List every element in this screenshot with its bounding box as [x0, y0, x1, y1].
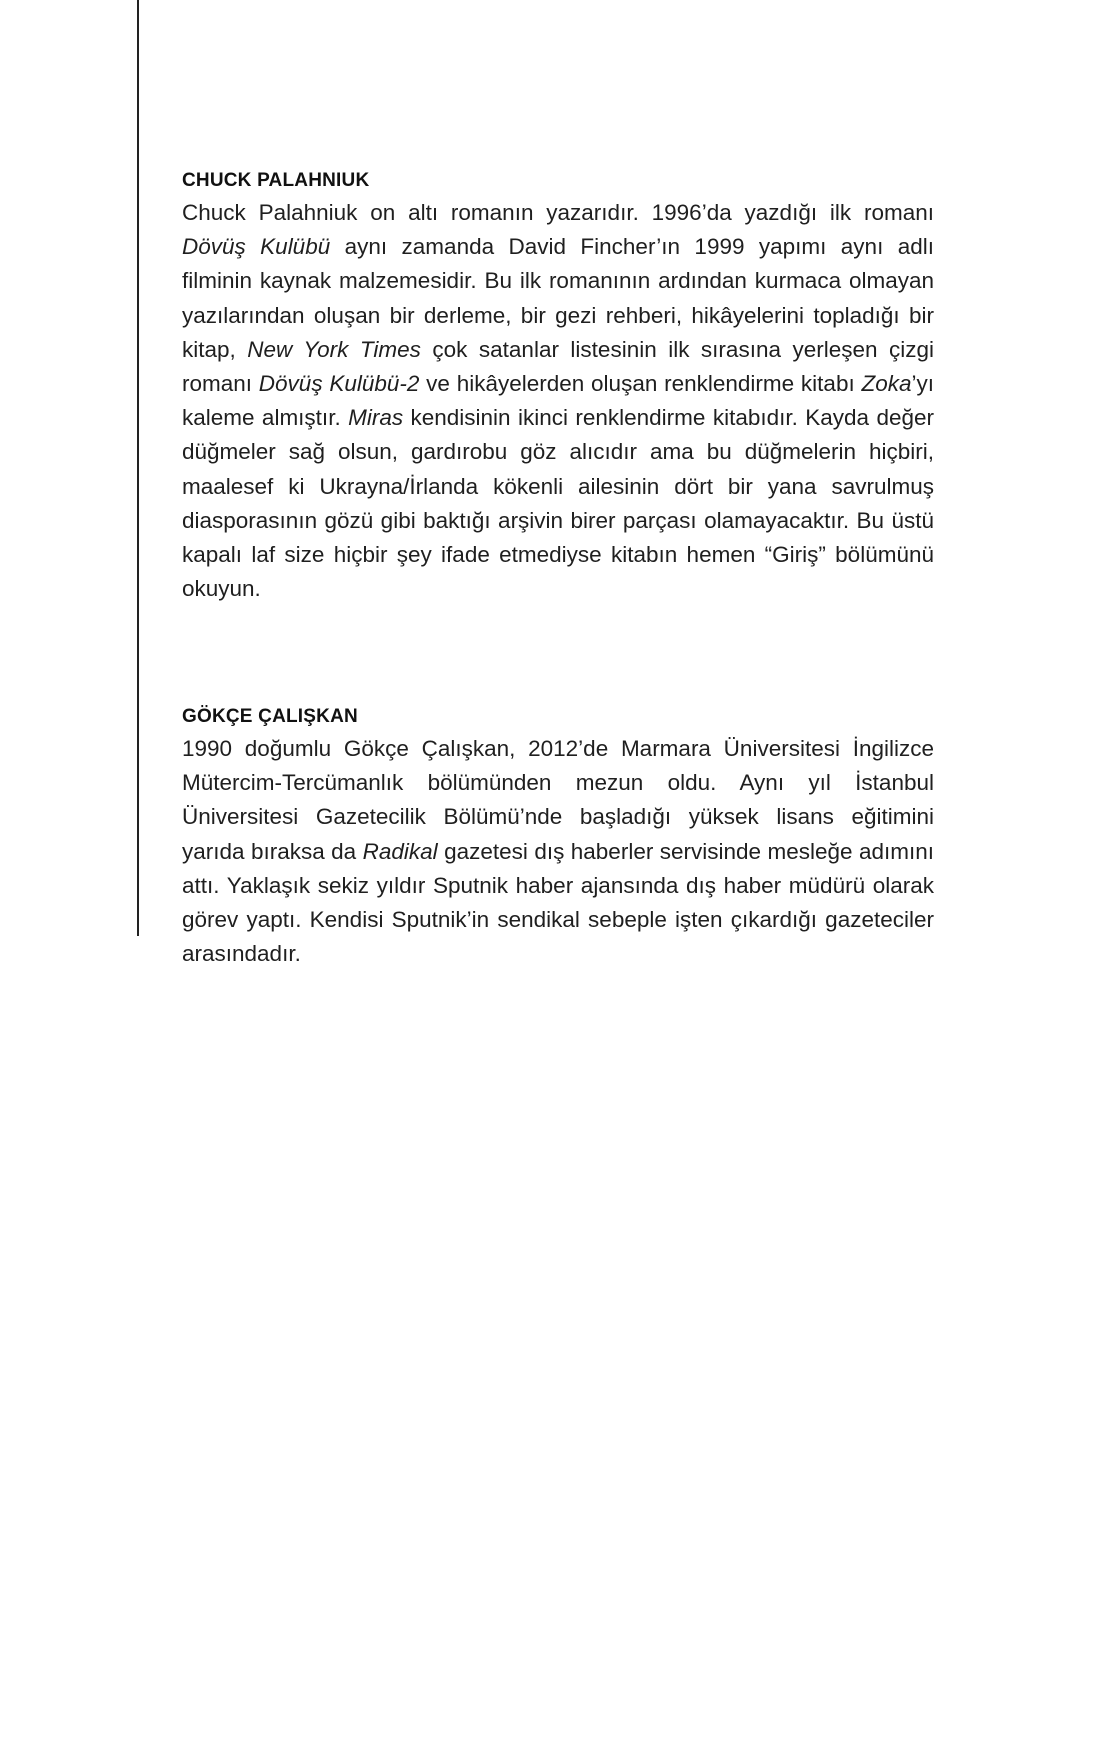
- bio-segment: kendisinin ikinci renklendirme kitabıdır. Kayda değer düğmeler sağ olsun, gardırobu göz alıcıdır ama bu düğmelerin hiçbiri, maalesef ki Ukrayna/İrlanda kökenli ailesinin dört bir yana savrulmuş diasporasının gözü gibi baktığı arşivin birer parçası olamayacaktır. Bu üstü kapalı laf size hiçbir şey ifade etmediyse kitabın hemen “Giriş” bölümünü okuyun.: [182, 405, 934, 602]
- book-title: Dövüş Kulübü: [182, 234, 331, 260]
- translator-bio: [182, 702, 934, 971]
- bio-segment: ve hikâyelerden oluşan renklendirme kitabı: [419, 371, 862, 397]
- bio-segment: Chuck Palahniuk on altı romanın yazarıdır. 1996’da yazdığı ilk romanı: [182, 200, 934, 225]
- newspaper-title: Radikal: [362, 838, 438, 864]
- author-name-heading: CHUCK PALAHNIUK: [182, 170, 370, 191]
- translator-name-heading: GÖKÇE ÇALIŞKAN: [182, 706, 358, 727]
- translator-bio-text: [182, 732, 934, 971]
- book-title: Dövüş Kulübü-2: [258, 371, 420, 397]
- book-title: Miras: [348, 405, 404, 431]
- book-title: Zoka: [861, 371, 912, 397]
- bio-segment: aynı zamanda David Fincher’ın 1999 yapımı aynı adlı filminin kaynak malzemesidir. Bu ilk romanının ardından kurmaca olmayan yazılarından oluşan bir derleme, bir gezi rehberi, hikâyelerini topladığı bir kitap,: [182, 234, 934, 362]
- bio-segment: ’yı kaleme almıştır.: [182, 371, 934, 431]
- bio-segment: 1990 doğumlu Gökçe Çalışkan, 2012’de Marmara Üniversitesi İngilizce Mütercim-Tercümanlık bölümünden mezun oldu. Aynı yıl İstanbul Üniversitesi Gazetecilik Bölümü’nde başladığı yüksek lisans eğitimini yarıda bıraksa da: [182, 736, 934, 864]
- bio-segment: gazetesi dış haberler servisinde mesleğe adımını attı. Yaklaşık sekiz yıldır Sputnik haber ajansında dış haber müdürü olarak görev yaptı. Kendisi Sputnik’in sendikal sebeple işten çıkardığı gazeteciler arasındadır.: [182, 838, 934, 967]
- newspaper-title: New York Times: [247, 336, 421, 362]
- spine-rule: [137, 0, 139, 936]
- author-bio-text: [182, 196, 934, 606]
- author-bio: [182, 166, 934, 606]
- bio-segment: çok satanlar listesinin ilk sırasına yerleşen çizgi romanı: [182, 336, 934, 397]
